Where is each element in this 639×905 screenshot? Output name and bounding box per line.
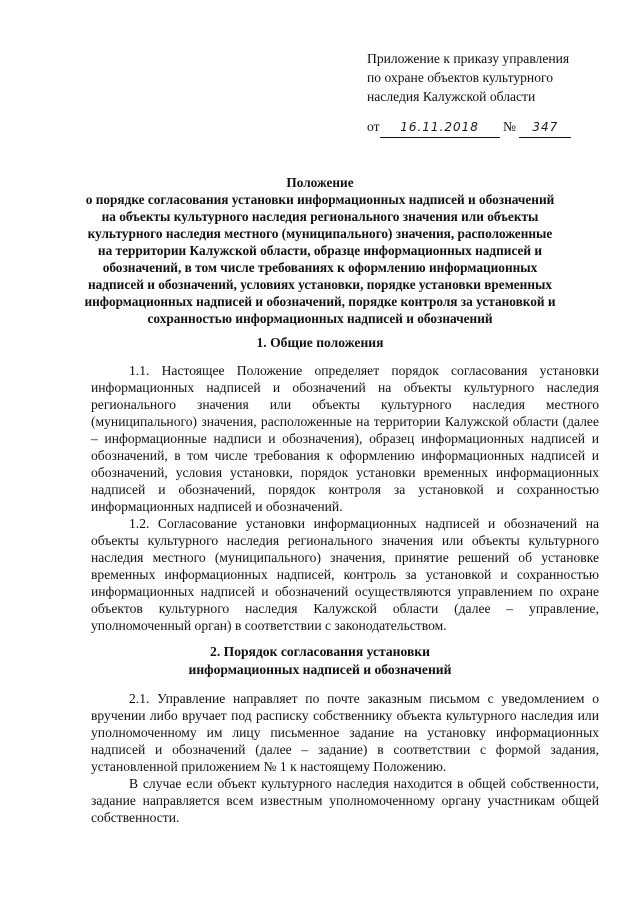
appendix-line-1: Приложение к приказу управления: [367, 51, 570, 66]
section-2-heading-line-2: информационных надписей и обозначений: [188, 661, 452, 677]
appendix-note: [367, 49, 597, 106]
title-heading: Положение: [286, 175, 354, 190]
title-line: сохранностью информационных надписей и обозначений: [147, 311, 493, 326]
paragraph-1-2: 1.2. Согласование установки информационных надписей и обозначений на объекты культурного наследия регионального значения или объекты культурного наследия местного (муниципального) значения, принятие решений об установке временных информационных надписей, контроль за установкой и сохранностью информационных надписей и обозначений осуществляются управлением по охране объектов культурного наследия Калужской области (далее – управление, уполномоченный орган) в соответствии с законодательством.: [91, 516, 599, 633]
title-line: обозначений, в том числе требованиях к оформлению информационных: [102, 260, 538, 275]
date-prefix: от: [367, 119, 380, 134]
section-1-heading: 1. Общие положения: [256, 335, 384, 350]
section-2-heading: [60, 643, 580, 678]
section-2-heading-line-1: 2. Порядок согласования установки: [210, 644, 430, 659]
appendix-line-3: наследия Калужской области: [367, 89, 536, 104]
title-line: о порядке согласования установки информационных надписей и обозначений: [85, 192, 555, 207]
section-1-body: [91, 362, 599, 634]
title-line: на территории Калужской области, образце информационных надписей и: [97, 243, 543, 258]
title-line: на объекты культурного наследия регионального значения или объекты: [101, 209, 539, 224]
title-line: информационных надписей и обозначений, порядке контроля за установкой и: [84, 294, 556, 309]
handwritten-date: 16.11.2018: [380, 117, 500, 138]
title-line: культурного наследия местного (муниципального) значения, расположенные: [87, 226, 553, 241]
number-prefix: №: [502, 119, 516, 134]
document-title: [60, 174, 580, 327]
paragraph-1-1: 1.1. Настоящее Положение определяет порядок согласования установки информационных надписей и обозначений на объекты культурного наследия регионального значения или объекты культурного наследия местного (муниципального) значения, расположенные на территории Калужской области (далее – информационные надписи и обозначения), образец информационных надписей и обозначений, в том числе требования к оформлению информационных надписей и обозначений, условия установки, порядок установки временных информационных надписей и обозначений, порядок контроля за установкой и сохранностью информационных надписей и обозначений.: [91, 363, 599, 514]
paragraph-2-2: В случае если объект культурного наследия находится в общей собственности, задание направляется всем известным уполномоченному органу участникам общей собственности.: [91, 776, 599, 825]
paragraph-2-1: 2.1. Управление направляет по почте заказным письмом с уведомлением о вручении либо вручает под расписку собственнику объекта культурного наследия или уполномоченному им лицу письменное задание на установку информационных надписей и обозначений (далее – задание) в соответствии с формой задания, установленной приложением № 1 к настоящему Положению.: [91, 691, 599, 774]
title-line: надписей и обозначений, условиях установки, порядке установки временных: [87, 277, 553, 292]
appendix-line-2: по охране объектов культурного: [367, 70, 554, 85]
handwritten-number: 347: [519, 117, 571, 138]
section-2-body: [91, 690, 599, 826]
order-date-number: [367, 117, 597, 138]
